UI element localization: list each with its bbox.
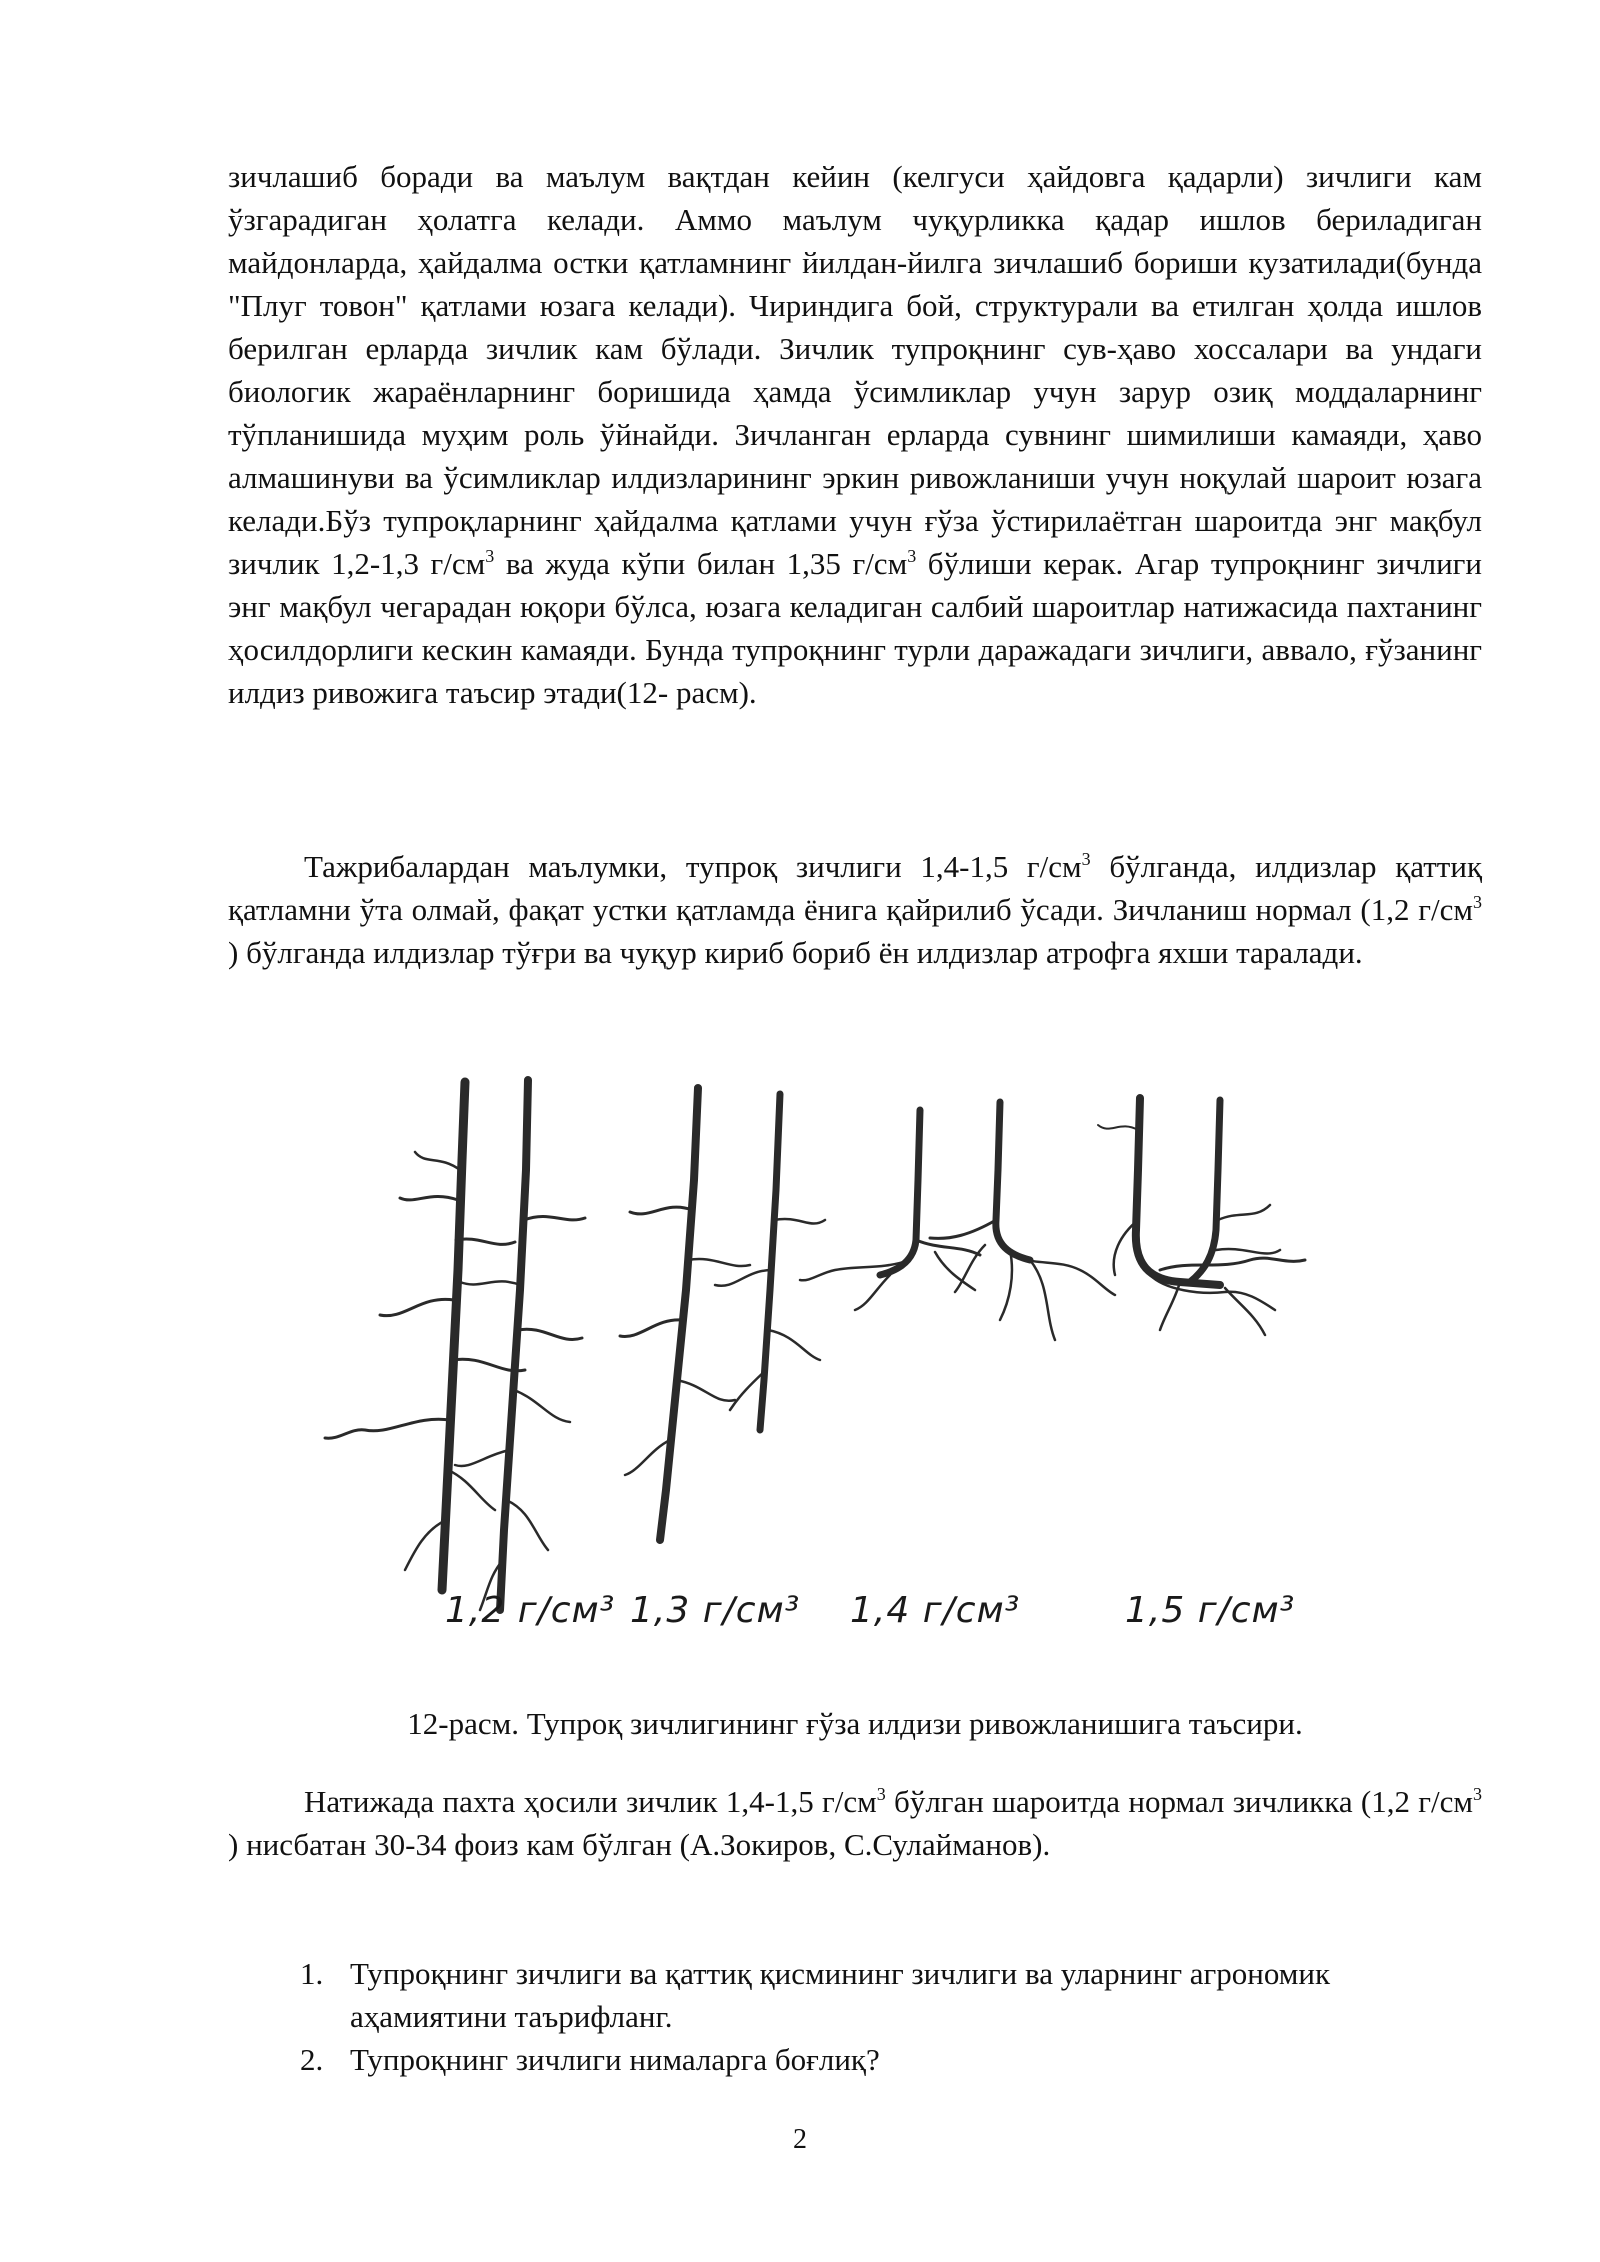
figure-label: 1,2 г/см³: [445, 1590, 616, 1631]
paragraph-text: бўлган шароитда нормал зичликка (1,2 г/см: [885, 1784, 1473, 1819]
root-group-1-3: [620, 1088, 825, 1540]
superscript: 3: [876, 1784, 886, 1804]
root-density-figure: [320, 1070, 1310, 1670]
paragraph-text: бўлганда, илдизлар қаттиқ қатламни ўта олмай, фақат устки қатламда ёнига қайрилиб ўсади. Зичланиш нормал (1,2 г/см: [228, 849, 1483, 927]
superscript: 3: [485, 546, 495, 566]
superscript: 3: [907, 546, 917, 566]
superscript: 3: [1081, 849, 1091, 869]
paragraph-experiments: [228, 845, 1482, 974]
root-group-1-4: [800, 1102, 1115, 1340]
list-number: 1.: [300, 1956, 324, 1991]
list-number: 2.: [300, 2042, 324, 2077]
list-item: [300, 1952, 1450, 2038]
paragraph-text: ) бўлганда илдизлар тўғри ва чуқур кириб бориб ён илдизлар атрофга яхши таралади.: [228, 935, 1363, 970]
superscript: 3: [1473, 1784, 1482, 1804]
paragraph-text: зичлашиб боради ва маълум вақтдан кейин (келгуси ҳайдовга қадарли) зичлиги кам ўзгарадиган ҳолатга келади. Аммо маълум чуқурликка қадар ишлов бериладиган майдонларда, ҳайдалма остки қатламнинг йилдан-йилга зичлашиб бориши кузатилади(бунда "Плуг товон" қатлами юзага келади). Чириндига бой, структурали ва етилган ҳолда ишлов берилган ерларда зичлик кам бўлади. Зичлик тупроқнинг сув-ҳаво хоссалари ва ундаги биологик жараёнларнинг боришида ҳамда ўсимликлар учун зарур озиқ моддаларнинг тўпланишида муҳим роль ўйнайди. Зичланган ерларда сувнинг шимилиши камаяди, ҳаво алмашинуви ва ўсимликлар илдизларининг эркин ривожланиши учун ноқулай шароит юзага келади.Бўз тупроқларнинг ҳайдалма қатлами учун ғўза ўстирилаётган шароитда энг мақбул зичлик 1,2-1,3 г/см: [228, 159, 1482, 581]
questions-list: [300, 1952, 1450, 2081]
paragraph-text: Тажрибалардан маълумки, тупроқ зичлиги 1,4-1,5 г/см: [304, 849, 1082, 884]
root-group-1-2: [325, 1080, 585, 1610]
root-drawing: [320, 1070, 1310, 1670]
superscript: 3: [1473, 892, 1482, 912]
figure-label: 1,3 г/см³: [630, 1590, 801, 1631]
list-item: [300, 2038, 1450, 2081]
figure-caption: 12-расм. Тупроқ зичлигининг ғўза илдизи ривожланишига таъсири.: [407, 1706, 1303, 1741]
page-number: 2: [793, 2124, 807, 2155]
paragraph-text: ) нисбатан 30-34 фоиз кам бўлган (А.Зокиров, С.Сулайманов).: [228, 1827, 1051, 1862]
paragraph-text: ва жуда кўпи билан 1,35 г/см: [494, 546, 908, 581]
paragraph-results: [228, 1780, 1482, 1866]
paragraph-text: бўлиши керак. Агар тупроқнинг зичлиги энг мақбул чегарадан юқори бўлса, юзага келадиган салбий шароитлар натижасида пахтанинг ҳосилдорлиги кескин камаяди. Бунда тупроқнинг турли даражадаги зичлиги, аввало, ғўзанинг илдиз ривожига таъсир этади(12- расм).: [228, 546, 1482, 710]
question-text: Тупроқнинг зичлиги нималарга боғлиқ?: [350, 2042, 880, 2077]
paragraph-text: Натижада пахта ҳосили зичлик 1,4-1,5 г/см: [304, 1784, 877, 1819]
figure-label: 1,5 г/см³: [1125, 1590, 1296, 1631]
figure-label: 1,4 г/см³: [850, 1590, 1021, 1631]
root-group-1-5: [1098, 1098, 1305, 1335]
paragraph-soil-density: [228, 155, 1482, 714]
question-text: Тупроқнинг зичлиги ва қаттиқ қисмининг зичлиги ва уларнинг агрономик аҳамиятини таърифланг.: [350, 1956, 1331, 2034]
